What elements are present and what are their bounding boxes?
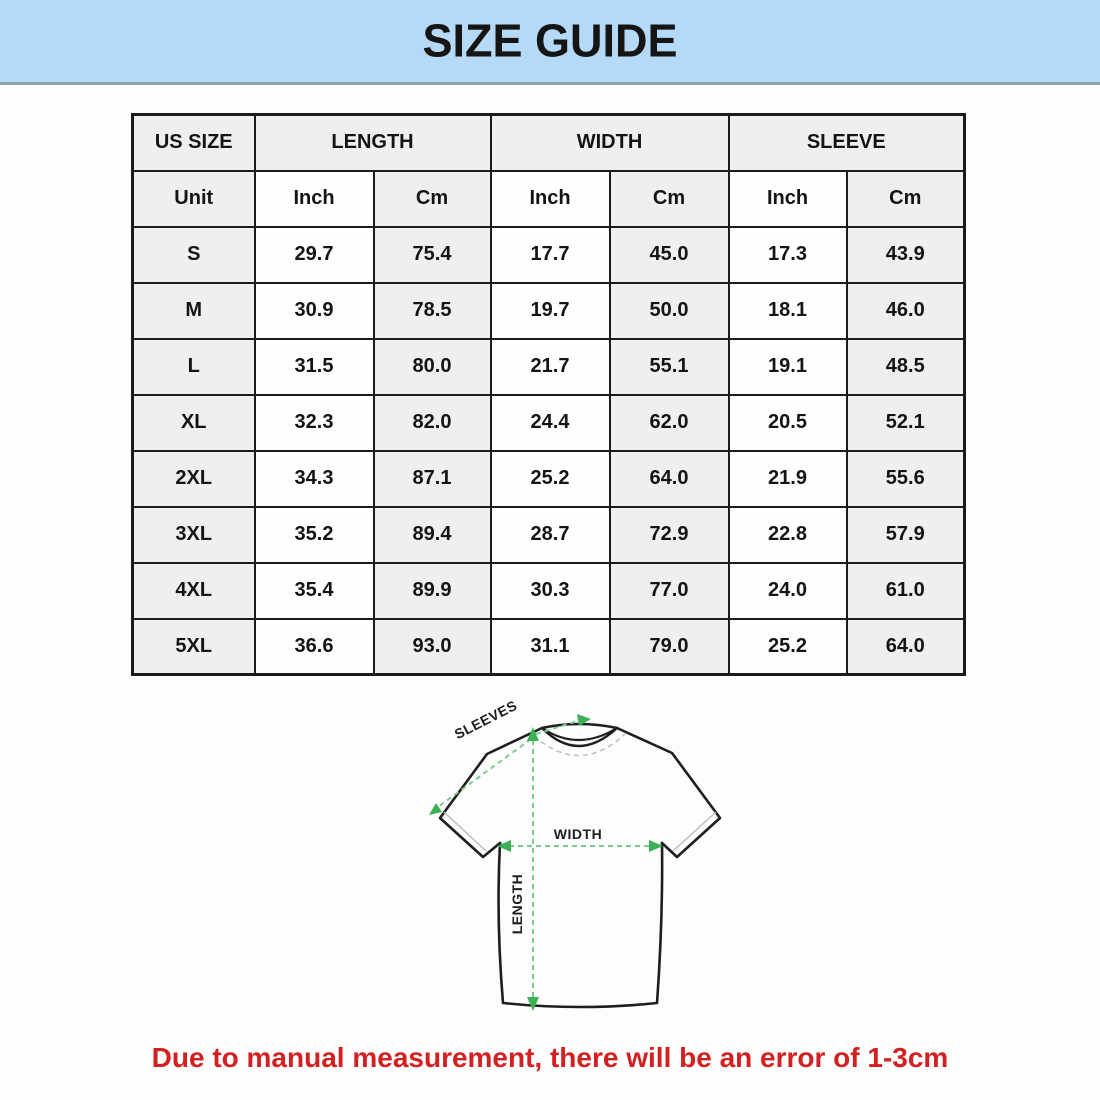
measurement-cell: 57.9 xyxy=(847,507,965,563)
measurement-cell: 80.0 xyxy=(374,339,491,395)
size-cell: 3XL xyxy=(133,507,255,563)
unit-inch: Inch xyxy=(255,171,374,227)
measurement-cell: 87.1 xyxy=(374,451,491,507)
measurement-cell: 24.4 xyxy=(491,395,610,451)
size-cell: 2XL xyxy=(133,451,255,507)
measurement-cell: 89.4 xyxy=(374,507,491,563)
banner xyxy=(0,0,1100,85)
size-cell: S xyxy=(133,227,255,283)
size-cell: M xyxy=(133,283,255,339)
unit-cm: Cm xyxy=(847,171,965,227)
size-row-m xyxy=(133,283,965,339)
measurement-cell: 62.0 xyxy=(610,395,729,451)
measurement-cell: 20.5 xyxy=(729,395,847,451)
measurement-cell: 61.0 xyxy=(847,563,965,619)
measurement-cell: 35.4 xyxy=(255,563,374,619)
length-label: LENGTH xyxy=(509,873,525,935)
us-size-header: US SIZE xyxy=(133,115,255,171)
measurement-lines xyxy=(438,721,651,998)
measurement-cell: 55.6 xyxy=(847,451,965,507)
measurement-cell: 29.7 xyxy=(255,227,374,283)
size-row-xl xyxy=(133,395,965,451)
tshirt-outline xyxy=(440,724,720,1007)
size-cell: 5XL xyxy=(133,619,255,675)
sleeves-label: SLEEVES xyxy=(451,696,520,743)
measurement-cell: 24.0 xyxy=(729,563,847,619)
measurement-cell: 28.7 xyxy=(491,507,610,563)
size-cell: XL xyxy=(133,395,255,451)
group-header-row xyxy=(133,115,965,171)
measurement-cell: 78.5 xyxy=(374,283,491,339)
width-header: WIDTH xyxy=(491,115,729,171)
measurement-cell: 72.9 xyxy=(610,507,729,563)
measurement-cell: 18.1 xyxy=(729,283,847,339)
measurement-cell: 25.2 xyxy=(491,451,610,507)
measurement-cell: 48.5 xyxy=(847,339,965,395)
measurement-cell: 30.3 xyxy=(491,563,610,619)
measurement-cell: 17.7 xyxy=(491,227,610,283)
measurement-cell: 50.0 xyxy=(610,283,729,339)
measurement-disclaimer: Due to manual measurement, there will be an error of 1-3cm xyxy=(151,1042,949,1073)
unit-cm: Cm xyxy=(610,171,729,227)
unit-cm: Cm xyxy=(374,171,491,227)
size-row-l xyxy=(133,339,965,395)
measurement-cell: 64.0 xyxy=(610,451,729,507)
measurement-cell: 32.3 xyxy=(255,395,374,451)
measurement-cell: 19.7 xyxy=(491,283,610,339)
measurement-cell: 45.0 xyxy=(610,227,729,283)
arrowheads xyxy=(429,714,663,1011)
measurement-cell: 22.8 xyxy=(729,507,847,563)
size-cell: 4XL xyxy=(133,563,255,619)
size-row-4xl xyxy=(133,563,965,619)
unit-inch: Inch xyxy=(729,171,847,227)
measurement-cell: 46.0 xyxy=(847,283,965,339)
measurement-cell: 64.0 xyxy=(847,619,965,675)
unit-header-row xyxy=(133,171,965,227)
measurement-cell: 36.6 xyxy=(255,619,374,675)
measurement-cell: 43.9 xyxy=(847,227,965,283)
measurement-cell: 89.9 xyxy=(374,563,491,619)
measurement-cell: 30.9 xyxy=(255,283,374,339)
measurement-cell: 77.0 xyxy=(610,563,729,619)
size-row-2xl xyxy=(133,451,965,507)
width-label: WIDTH xyxy=(553,826,603,842)
measurement-cell: 19.1 xyxy=(729,339,847,395)
size-cell: L xyxy=(133,339,255,395)
size-chart-table xyxy=(131,113,966,676)
length-header: LENGTH xyxy=(255,115,491,171)
measurement-cell: 52.1 xyxy=(847,395,965,451)
sleeve-line-lower xyxy=(438,739,531,807)
size-table-body xyxy=(133,227,965,675)
size-row-3xl xyxy=(133,507,965,563)
measurement-cell: 21.7 xyxy=(491,339,610,395)
tshirt-measurement-diagram xyxy=(410,690,790,1030)
page-title: SIZE GUIDE xyxy=(422,13,678,68)
measurement-cell: 21.9 xyxy=(729,451,847,507)
size-row-s xyxy=(133,227,965,283)
measurement-cell: 35.2 xyxy=(255,507,374,563)
measurement-cell: 82.0 xyxy=(374,395,491,451)
measurement-cell: 17.3 xyxy=(729,227,847,283)
unit-label: Unit xyxy=(133,171,255,227)
measurement-cell: 31.5 xyxy=(255,339,374,395)
measurement-cell: 75.4 xyxy=(374,227,491,283)
measurement-cell: 55.1 xyxy=(610,339,729,395)
sleeve-header: SLEEVE xyxy=(729,115,965,171)
unit-inch: Inch xyxy=(491,171,610,227)
measurement-cell: 93.0 xyxy=(374,619,491,675)
measurement-cell: 31.1 xyxy=(491,619,610,675)
measurement-cell: 25.2 xyxy=(729,619,847,675)
measurement-cell: 34.3 xyxy=(255,451,374,507)
size-row-5xl xyxy=(133,619,965,675)
measurement-cell: 79.0 xyxy=(610,619,729,675)
